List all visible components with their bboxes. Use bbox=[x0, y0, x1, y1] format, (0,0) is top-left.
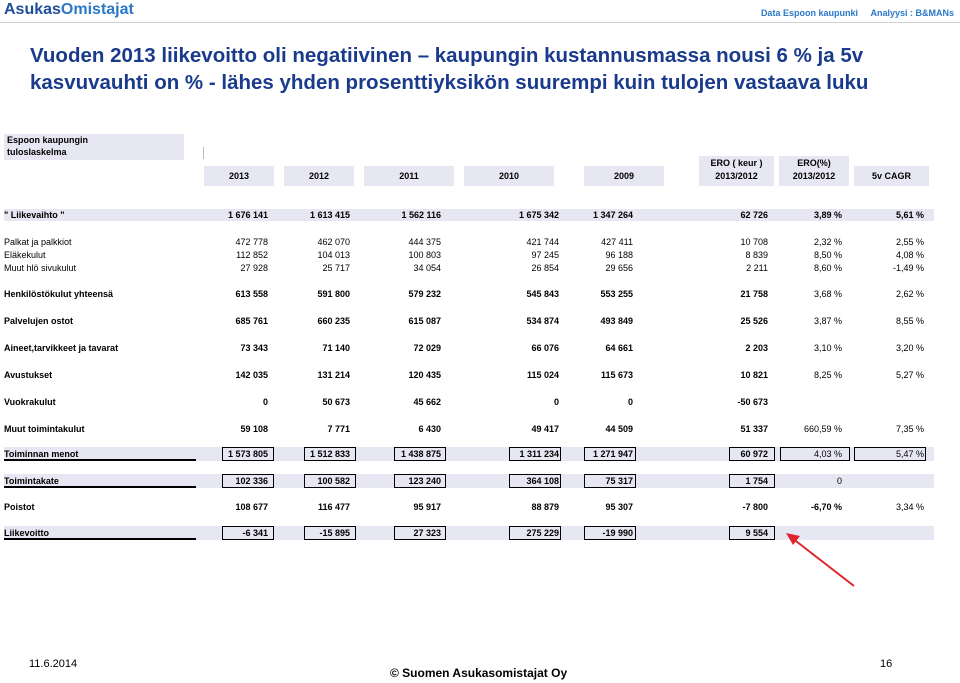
cell-cagr: 3,34 % bbox=[895, 502, 924, 512]
cell-2009: 95 307 bbox=[605, 502, 633, 512]
cell-2012: 1 512 833 bbox=[309, 449, 350, 459]
row-label: Liikevoitto bbox=[4, 528, 50, 538]
cell-2009: 427 411 bbox=[601, 237, 633, 247]
col-header-2012: 2012 bbox=[284, 166, 354, 186]
table-row bbox=[4, 342, 934, 354]
cell-2009: 64 661 bbox=[605, 343, 633, 353]
cell-cagr: 5,47 % bbox=[895, 449, 924, 459]
col-header-2009: 2009 bbox=[584, 166, 664, 186]
cell-cagr: 2,55 % bbox=[895, 237, 924, 247]
arrow-icon bbox=[780, 530, 860, 590]
cell-2013: 112 852 bbox=[236, 250, 268, 260]
cell-2010: 26 854 bbox=[531, 263, 559, 273]
table-row bbox=[4, 396, 934, 408]
cell-ero-keur: 10 821 bbox=[740, 370, 768, 380]
row-label: Toiminnan menot bbox=[4, 449, 79, 459]
cell-2011: 6 430 bbox=[418, 424, 441, 434]
cell-2012: 462 070 bbox=[317, 237, 350, 247]
cell-2012: 131 214 bbox=[317, 370, 350, 380]
cell-2013: 102 336 bbox=[235, 476, 268, 486]
ero-pct-line2: 2013/2012 bbox=[792, 171, 836, 181]
cell-2012: 100 582 bbox=[317, 476, 350, 486]
row-label: Avustukset bbox=[4, 370, 53, 380]
cell-2013: 142 035 bbox=[235, 370, 268, 380]
header-source-data: Data Espoon kaupunki bbox=[760, 8, 858, 18]
cell-ero-keur: -7 800 bbox=[742, 502, 768, 512]
ero-pct-line1: ERO(%) bbox=[797, 158, 831, 168]
table-row bbox=[4, 423, 934, 435]
cell-cagr: 5,61 % bbox=[895, 210, 924, 220]
cell-2009: 115 673 bbox=[600, 370, 633, 380]
cell-2010: 1 311 234 bbox=[519, 449, 559, 459]
cell-2012: 660 235 bbox=[317, 316, 350, 326]
cell-2013: 108 677 bbox=[235, 502, 268, 512]
cell-cagr: 2,62 % bbox=[895, 289, 924, 299]
cell-2009: 44 509 bbox=[605, 424, 633, 434]
brand-logo bbox=[4, 0, 134, 22]
table-row bbox=[4, 501, 934, 513]
cell-2011: 1 562 116 bbox=[401, 210, 441, 220]
cell-cagr: 4,08 % bbox=[895, 250, 924, 260]
cell-2013: 0 bbox=[262, 397, 268, 407]
row-label: Muut toimintakulut bbox=[4, 424, 85, 434]
cell-2010: 364 108 bbox=[526, 476, 559, 486]
cell-cagr: 8,55 % bbox=[895, 316, 924, 326]
table-row bbox=[4, 236, 934, 248]
cell-2013: 1 676 141 bbox=[227, 210, 268, 220]
row-label: Aineet,tarvikkeet ja tavarat bbox=[4, 343, 119, 353]
cell-ero-pct: 3,87 % bbox=[813, 316, 842, 326]
cell-ero-keur: 51 337 bbox=[740, 424, 768, 434]
row-label: Palkat ja palkkiot bbox=[4, 237, 72, 247]
cell-2012: 591 800 bbox=[317, 289, 350, 299]
cell-2010: 66 076 bbox=[531, 343, 559, 353]
cell-ero-pct: 8,50 % bbox=[813, 250, 842, 260]
cell-2009: 29 656 bbox=[605, 263, 633, 273]
cell-2011: 72 029 bbox=[413, 343, 441, 353]
table-row bbox=[4, 474, 934, 488]
cell-ero-keur: 62 726 bbox=[740, 210, 768, 220]
cell-2013: 1 573 805 bbox=[227, 449, 268, 459]
cell-2011: 45 662 bbox=[413, 397, 441, 407]
table-row bbox=[4, 315, 934, 327]
cell-2009: 96 188 bbox=[605, 250, 633, 260]
cell-ero-keur: 21 758 bbox=[740, 289, 768, 299]
cell-ero-pct: 4,03 % bbox=[813, 449, 842, 459]
cell-ero-keur: 1 754 bbox=[745, 476, 768, 486]
cell-2009: 553 255 bbox=[600, 289, 633, 299]
cell-2009: 1 347 264 bbox=[592, 210, 633, 220]
header-divider bbox=[0, 22, 960, 23]
header-source-analysis: Analyysi : B&MANs bbox=[870, 8, 954, 18]
cell-ero-keur: 8 839 bbox=[745, 250, 768, 260]
ero-keur-line2: 2013/2012 bbox=[715, 171, 758, 181]
page-title: Vuoden 2013 liikevoitto oli negatiivinen – kaupungin kustannusmassa nousi 6 % ja 5v kasvuvauhti on % - lähes yhden prosenttiyksikön suurempi kuin tulojen vastaava luku bbox=[30, 44, 869, 94]
cell-2012: 7 771 bbox=[327, 424, 350, 434]
row-label: Eläkekulut bbox=[4, 250, 46, 260]
cell-ero-keur: 25 526 bbox=[740, 316, 768, 326]
cell-cagr: 5,27 % bbox=[895, 370, 924, 380]
cell-ero-keur: 2 203 bbox=[745, 343, 768, 353]
row-label: Muut hlö sivukulut bbox=[4, 263, 77, 273]
cell-2009: 1 271 947 bbox=[592, 449, 633, 459]
cell-2013: 613 558 bbox=[235, 289, 268, 299]
row-label: Vuokrakulut bbox=[4, 397, 56, 407]
cell-2011: 444 375 bbox=[408, 237, 441, 247]
footer-date: 11.6.2014 bbox=[29, 658, 78, 670]
sheet-label-line2: tuloslaskelma bbox=[7, 146, 67, 157]
cell-2013: 73 343 bbox=[240, 343, 268, 353]
table-row bbox=[4, 369, 934, 381]
cell-cagr: 7,35 % bbox=[895, 424, 924, 434]
cell-2011: 100 803 bbox=[408, 250, 441, 260]
row-label: Toimintakate bbox=[4, 476, 59, 486]
cell-2010: 545 843 bbox=[526, 289, 559, 299]
column-divider bbox=[203, 147, 204, 159]
cell-2010: 97 245 bbox=[531, 250, 559, 260]
table-row bbox=[4, 249, 934, 261]
cell-2012: 25 717 bbox=[322, 263, 350, 273]
cell-ero-pct: 660,59 % bbox=[803, 424, 842, 434]
cell-2010: 0 bbox=[553, 397, 559, 407]
cell-cagr: -1,49 % bbox=[892, 263, 924, 273]
cell-ero-pct: -6,70 % bbox=[810, 502, 842, 512]
col-header-2010: 2010 bbox=[464, 166, 554, 186]
cell-ero-pct: 8,60 % bbox=[813, 263, 842, 273]
col-header-ero-keur bbox=[699, 156, 774, 186]
footer-copyright: © Suomen Asukasomistajat Oy bbox=[390, 666, 568, 680]
cell-2009: 0 bbox=[627, 397, 633, 407]
cell-ero-pct: 3,89 % bbox=[813, 210, 842, 220]
cell-2009: 75 317 bbox=[605, 476, 633, 486]
row-label: Henkilöstökulut yhteensä bbox=[4, 289, 114, 299]
cell-2012: 116 477 bbox=[317, 502, 350, 512]
row-label: " Liikevaihto " bbox=[4, 210, 65, 220]
cell-ero-pct: 2,32 % bbox=[813, 237, 842, 247]
cell-2013: 685 761 bbox=[235, 316, 268, 326]
cell-2012: -15 895 bbox=[319, 528, 350, 538]
cell-2010: 534 874 bbox=[526, 316, 559, 326]
table-row bbox=[4, 262, 934, 274]
cell-ero-pct: 0 bbox=[836, 476, 842, 486]
cell-ero-pct: 3,10 % bbox=[813, 343, 842, 353]
sheet-label bbox=[4, 134, 184, 160]
brand-part1: Asukas bbox=[4, 1, 61, 18]
cell-2010: 49 417 bbox=[531, 424, 559, 434]
col-header-ero-pct bbox=[779, 156, 849, 186]
cell-2011: 120 435 bbox=[408, 370, 441, 380]
ero-keur-line1: ERO ( keur ) bbox=[710, 158, 763, 168]
cell-2012: 104 013 bbox=[317, 250, 350, 260]
col-header-2013: 2013 bbox=[204, 166, 274, 186]
brand-part2: Omistajat bbox=[60, 1, 134, 18]
header-sources bbox=[751, 8, 954, 18]
cell-ero-pct: 3,68 % bbox=[813, 289, 842, 299]
table-row bbox=[4, 288, 934, 300]
cell-ero-keur: 60 972 bbox=[740, 449, 768, 459]
cell-ero-keur: 9 554 bbox=[745, 528, 768, 538]
table-row bbox=[4, 447, 934, 461]
cell-2011: 579 232 bbox=[408, 289, 441, 299]
page-number: 16 bbox=[880, 658, 893, 670]
cell-2012: 71 140 bbox=[322, 343, 350, 353]
cell-2011: 1 438 875 bbox=[400, 449, 441, 459]
cell-ero-keur: 10 708 bbox=[740, 237, 768, 247]
cell-2011: 34 054 bbox=[413, 263, 441, 273]
sheet-label-line1: Espoon kaupungin bbox=[7, 135, 88, 145]
cell-2013: 27 928 bbox=[240, 263, 268, 273]
cell-2010: 275 229 bbox=[526, 528, 559, 538]
cell-2011: 123 240 bbox=[408, 476, 441, 486]
cell-2009: -19 990 bbox=[602, 528, 633, 538]
cell-2013: 472 778 bbox=[235, 237, 268, 247]
cell-2011: 615 087 bbox=[408, 316, 441, 326]
cell-2010: 421 744 bbox=[526, 237, 559, 247]
cell-2012: 50 673 bbox=[322, 397, 350, 407]
cell-2009: 493 849 bbox=[600, 316, 633, 326]
cell-cagr: 3,20 % bbox=[895, 343, 924, 353]
cell-ero-pct: 8,25 % bbox=[813, 370, 842, 380]
cell-2012: 1 613 415 bbox=[309, 210, 350, 220]
cell-ero-keur: 2 211 bbox=[746, 263, 768, 273]
row-label: Palvelujen ostot bbox=[4, 316, 74, 326]
cell-2011: 95 917 bbox=[413, 502, 441, 512]
col-header-cagr: 5v CAGR bbox=[854, 166, 929, 186]
table-row bbox=[4, 209, 934, 221]
cell-2013: -6 341 bbox=[242, 528, 268, 538]
cell-2010: 115 024 bbox=[526, 370, 559, 380]
col-header-2011: 2011 bbox=[364, 166, 454, 186]
cell-2010: 1 675 342 bbox=[518, 210, 559, 220]
row-label: Poistot bbox=[4, 502, 35, 512]
cell-2013: 59 108 bbox=[240, 424, 268, 434]
cell-ero-keur: -50 673 bbox=[737, 397, 768, 407]
cell-2010: 88 879 bbox=[531, 502, 559, 512]
cell-2011: 27 323 bbox=[413, 528, 441, 538]
